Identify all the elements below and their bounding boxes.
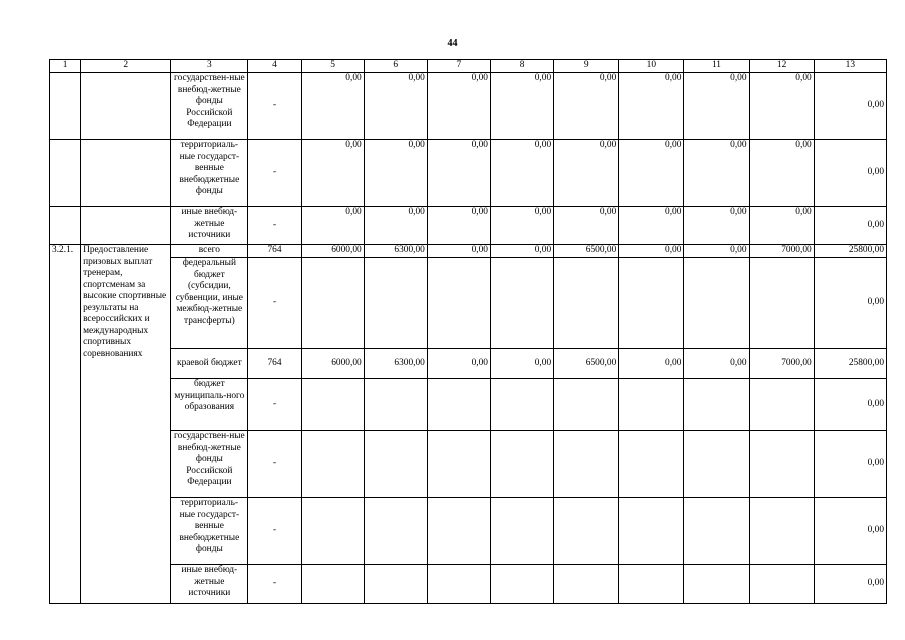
column-header-10: 10 [619,60,684,73]
value-cell [749,379,814,431]
value-cell: 0,00 [364,140,427,207]
column-header-7: 7 [427,60,490,73]
table-row [50,498,887,565]
value-cell [427,379,490,431]
column-header-11: 11 [684,60,749,73]
table-row [50,431,887,498]
table-row [50,349,887,379]
total-cell: 0,00 [814,207,886,245]
funding-source-cell: государствен-ные внебюд-жетные фонды Российской Федерации [171,431,248,498]
value-cell: 0,00 [490,73,553,140]
value-cell: 0,00 [684,73,749,140]
code-cell: - [248,207,301,245]
value-cell: 6000,00 [301,349,364,379]
value-cell [427,258,490,349]
value-cell [427,498,490,565]
code-cell: - [248,565,301,604]
value-cell: 0,00 [490,207,553,245]
value-cell: 0,00 [490,349,553,379]
value-cell: 0,00 [301,140,364,207]
value-cell: 0,00 [554,73,619,140]
funding-source-cell: территориаль-ные государст-венные внебюджетные фонды [171,140,248,207]
column-header-1: 1 [50,60,81,73]
value-cell: 0,00 [619,73,684,140]
column-header-6: 6 [364,60,427,73]
value-cell [364,431,427,498]
column-header-4: 4 [248,60,301,73]
funding-source-cell: всего [171,245,248,258]
value-cell: 0,00 [619,349,684,379]
value-cell: 0,00 [301,207,364,245]
column-header-2: 2 [81,60,171,73]
value-cell: 0,00 [364,73,427,140]
total-cell: 0,00 [814,565,886,604]
value-cell [684,379,749,431]
column-header-13: 13 [814,60,886,73]
value-cell [364,258,427,349]
column-header-8: 8 [490,60,553,73]
value-cell [619,565,684,604]
value-cell: 7000,00 [749,349,814,379]
value-cell: 0,00 [490,140,553,207]
value-cell [684,431,749,498]
column-header-3: 3 [171,60,248,73]
funding-source-cell: федеральный бюджет (субсидии, субвенции, иные межбюд-жетные трансферты) [171,258,248,349]
value-cell: 0,00 [619,207,684,245]
value-cell [684,258,749,349]
table-row [50,379,887,431]
code-cell: 764 [248,349,301,379]
value-cell [490,565,553,604]
value-cell [301,498,364,565]
value-cell: 0,00 [554,207,619,245]
value-cell: 0,00 [427,349,490,379]
funding-source-cell: территориаль-ные государст-венные внебюджетные фонды [171,498,248,565]
value-cell: 6500,00 [554,349,619,379]
total-cell: 0,00 [814,140,886,207]
item-name-cell [81,140,171,207]
value-cell [554,498,619,565]
column-header-12: 12 [749,60,814,73]
item-number-cell [50,207,81,245]
column-header-9: 9 [554,60,619,73]
value-cell [427,431,490,498]
total-cell: 0,00 [814,431,886,498]
value-cell: 6000,00 [301,245,364,258]
value-cell: 6300,00 [364,349,427,379]
header-row [50,60,887,73]
value-cell [490,258,553,349]
code-cell: - [248,140,301,207]
code-cell: 764 [248,245,301,258]
value-cell: 0,00 [684,207,749,245]
table-body [50,73,887,604]
value-cell: 0,00 [490,245,553,258]
value-cell [619,379,684,431]
value-cell [301,431,364,498]
value-cell [554,431,619,498]
total-cell: 0,00 [814,379,886,431]
value-cell: 0,00 [749,207,814,245]
item-number-cell [50,140,81,207]
value-cell [749,498,814,565]
value-cell [554,379,619,431]
page-number: 44 [447,38,458,49]
table-row [50,73,887,140]
value-cell: 0,00 [427,73,490,140]
value-cell: 0,00 [427,207,490,245]
column-header-5: 5 [301,60,364,73]
value-cell [427,565,490,604]
funding-source-cell: государствен-ные внебюд-жетные фонды Российской Федерации [171,73,248,140]
value-cell: 0,00 [554,140,619,207]
code-cell: - [248,258,301,349]
total-cell: 25800,00 [814,245,886,258]
code-cell: - [248,431,301,498]
funding-source-cell: краевой бюджет [171,349,248,379]
code-cell: - [248,498,301,565]
item-name-cell: Предоставление призовых выплат тренерам, спортсменам за высокие спортивные результаты на всероссийских и международных спортивных соревнованиях [81,245,171,604]
value-cell: 0,00 [684,245,749,258]
code-cell: - [248,379,301,431]
funding-source-cell: иные внебюд-жетные источники [171,565,248,604]
value-cell [490,379,553,431]
value-cell [364,498,427,565]
total-cell: 0,00 [814,258,886,349]
value-cell: 6300,00 [364,245,427,258]
budget-table [49,59,887,604]
value-cell: 0,00 [427,245,490,258]
code-cell: - [248,73,301,140]
item-number-cell: 3.2.1. [50,245,81,604]
total-cell: 25800,00 [814,349,886,379]
value-cell: 0,00 [619,140,684,207]
value-cell [301,379,364,431]
total-cell: 0,00 [814,73,886,140]
value-cell [490,431,553,498]
value-cell [684,498,749,565]
table-row [50,140,887,207]
value-cell: 0,00 [749,73,814,140]
funding-source-cell: иные внебюд-жетные источники [171,207,248,245]
value-cell [364,565,427,604]
table-row [50,258,887,349]
value-cell: 0,00 [684,140,749,207]
value-cell [554,565,619,604]
value-cell: 7000,00 [749,245,814,258]
value-cell [301,565,364,604]
value-cell [619,431,684,498]
funding-source-cell: бюджет муниципаль-ного образования [171,379,248,431]
value-cell [749,565,814,604]
value-cell: 6500,00 [554,245,619,258]
item-number-cell [50,73,81,140]
value-cell [619,258,684,349]
value-cell: 0,00 [619,245,684,258]
value-cell [684,565,749,604]
table-row [50,245,887,258]
value-cell: 0,00 [427,140,490,207]
value-cell: 0,00 [749,140,814,207]
value-cell [490,498,553,565]
value-cell: 0,00 [684,349,749,379]
value-cell [554,258,619,349]
value-cell [749,258,814,349]
value-cell [619,498,684,565]
item-name-cell [81,207,171,245]
value-cell [749,431,814,498]
value-cell: 0,00 [364,207,427,245]
value-cell [364,379,427,431]
item-name-cell [81,73,171,140]
table-row [50,207,887,245]
total-cell: 0,00 [814,498,886,565]
table-row [50,565,887,604]
value-cell: 0,00 [301,73,364,140]
value-cell [301,258,364,349]
